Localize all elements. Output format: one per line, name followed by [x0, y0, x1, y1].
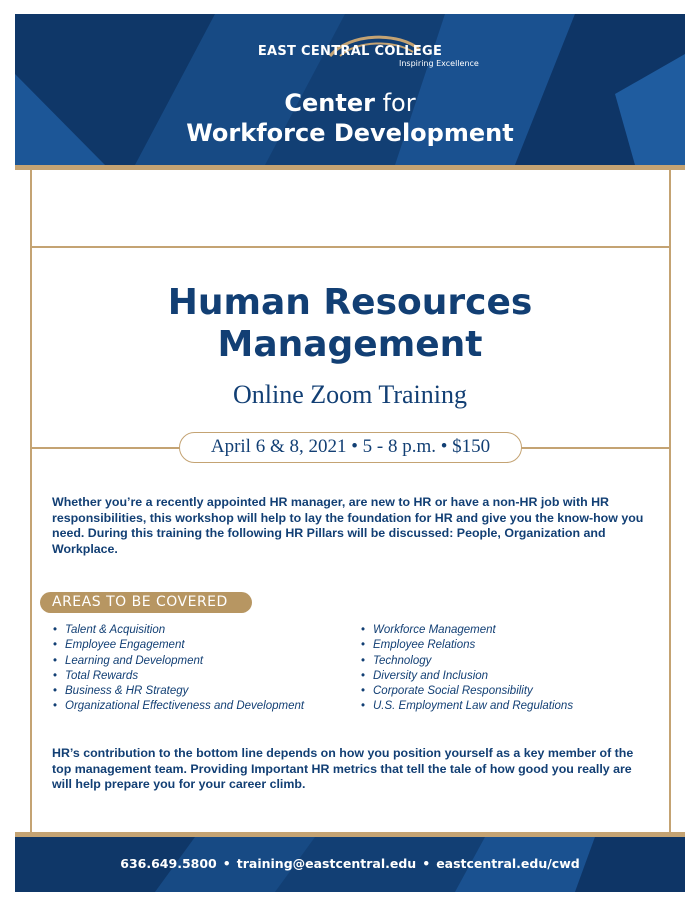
closing-paragraph: HR’s contribution to the bottom line depends on how you position yourself as a key member of the top management team. Providing Important HR metrics that tell the tale of how good you really are will help prepare you for your career climb.	[52, 746, 634, 791]
footer-email[interactable]: training@eastcentral.edu	[236, 856, 417, 871]
list-item-text: Diversity and Inclusion	[373, 669, 489, 682]
bullet-icon: •	[53, 639, 58, 652]
college-name: EAST CENTRAL COLLEGE	[257, 44, 443, 59]
bullet-icon: •	[361, 700, 366, 713]
contact-info	[15, 856, 685, 871]
list-item-text: Talent & Acquisition	[65, 624, 166, 636]
course-subtitle: Online Zoom Training	[232, 380, 467, 409]
list-item-text: Organizational Effectiveness and Development	[65, 700, 305, 713]
divider-top	[30, 246, 670, 248]
list-item-text: Total Rewards	[65, 669, 139, 682]
separator-dot: •	[222, 856, 231, 871]
list-item	[361, 699, 581, 714]
list-item	[361, 654, 581, 669]
course-title-line2: Management	[217, 324, 483, 365]
areas-list-left	[53, 623, 353, 715]
divider-right	[520, 447, 670, 449]
course-title-line1: Human Resources	[167, 282, 533, 323]
center-title-for: for	[374, 89, 416, 117]
list-item	[53, 623, 353, 638]
list-item	[361, 638, 581, 653]
intro-paragraph: Whether you’re a recently appointed HR manager, are new to HR or have a non-HR job with HR responsibilities, this workshop will help to lay the foundation for HR and give you the know-how you need. During this training the following HR Pillars will be discussed: People, Organization and Workplace.	[52, 495, 644, 556]
bullet-icon: •	[53, 700, 58, 713]
list-item	[53, 699, 353, 714]
bullet-icon: •	[361, 685, 366, 698]
college-tagline: Inspiring Excellence	[399, 59, 479, 68]
footer-banner	[15, 837, 685, 892]
separator-dot: •	[422, 856, 431, 871]
list-item-text: Learning and Development	[65, 654, 204, 667]
college-logo	[15, 40, 685, 68]
list-item-text: Employee Relations	[373, 639, 476, 652]
list-item-text: Employee Engagement	[65, 639, 185, 652]
list-item	[53, 654, 353, 669]
list-item-text: Business & HR Strategy	[65, 685, 189, 698]
list-item	[53, 638, 353, 653]
list-item	[361, 669, 581, 684]
bullet-icon: •	[53, 669, 58, 682]
bullet-icon: •	[361, 624, 366, 636]
list-item	[53, 669, 353, 684]
center-title-line2: Workforce Development	[186, 119, 514, 147]
list-item-text: Workforce Management	[373, 624, 496, 636]
areas-list-right	[361, 623, 581, 715]
bullet-icon: •	[361, 654, 366, 667]
bullet-icon: •	[361, 639, 366, 652]
list-item-text: Corporate Social Responsibility	[373, 685, 533, 698]
course-details-pill: April 6 & 8, 2021 • 5 - 8 p.m. • $150	[179, 432, 522, 463]
header-banner	[15, 14, 685, 165]
list-item-text: U.S. Employment Law and Regulations	[373, 700, 574, 713]
footer-phone[interactable]: 636.649.5800	[120, 856, 217, 871]
bullet-icon: •	[53, 654, 58, 667]
center-title-bold: Center	[284, 89, 375, 117]
bullet-icon: •	[53, 624, 58, 636]
course-title	[0, 282, 700, 366]
footer-website[interactable]: eastcentral.edu/cwd	[436, 856, 580, 871]
list-item	[361, 684, 581, 699]
list-item	[53, 684, 353, 699]
divider-left	[30, 447, 180, 449]
header-gold-border	[15, 165, 685, 170]
frame-right-border	[669, 170, 671, 832]
center-title	[15, 88, 685, 148]
list-item-text: Technology	[373, 654, 432, 667]
bullet-icon: •	[361, 669, 366, 682]
frame-left-border	[30, 170, 32, 832]
list-item	[361, 623, 581, 638]
bullet-icon: •	[53, 685, 58, 698]
areas-heading-badge: AREAS TO BE COVERED	[40, 592, 252, 613]
